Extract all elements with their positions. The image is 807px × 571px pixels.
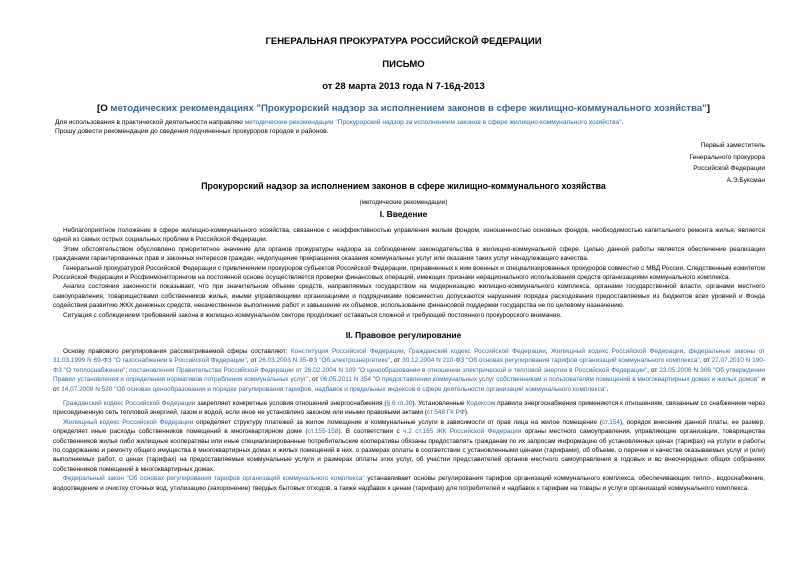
housing-code-link[interactable]: Жилищный кодекс Российской Федерации xyxy=(551,348,684,355)
resolution-306-link[interactable]: 23.05.2006 N 306 "Об утверждении Правил установления и определения нормативов потребления коммунальных услуг" xyxy=(53,366,766,384)
text: , от xyxy=(390,357,403,365)
paragraph-housing-code xyxy=(53,418,765,474)
text: , xyxy=(403,348,409,355)
text: ; xyxy=(125,366,130,374)
recommendations-subtitle: (методические рекомендации) xyxy=(359,199,448,206)
section-heading-introduction: I. Введение xyxy=(379,209,428,219)
document-date: от 28 марта 2013 года N 7-16д-2013 xyxy=(322,81,485,92)
heat-law-link[interactable]: 27.07.2010 N 190-ФЗ "О теплоснабжении" xyxy=(53,357,765,374)
civil-code-link[interactable]: Гражданский кодекс Российской Федерации xyxy=(408,348,546,355)
text: и от xyxy=(53,376,766,393)
article-154-link[interactable]: ст.154 xyxy=(602,418,620,426)
section-legal-regulation-body xyxy=(53,347,765,493)
subject-open-bracket: [О xyxy=(97,103,111,114)
issuer-heading: ГЕНЕРАЛЬНАЯ ПРОКУРАТУРА РОССИЙСКОЙ ФЕДЕРАЦИИ xyxy=(265,36,542,47)
chapter-30-link[interactable]: § 6 гл.30 xyxy=(386,400,413,408)
text: , от xyxy=(246,357,259,365)
signer-title-2: Генерального прокурора xyxy=(689,153,765,161)
constitution-link[interactable]: Конституция Российской Федерации xyxy=(290,348,404,355)
gas-law-link[interactable]: федеральные законы от 31.03.1999 N 69-ФЗ "О газоснабжении в Российской Федерации" xyxy=(53,348,765,365)
text: , xyxy=(545,348,552,355)
paragraph: Анализ состояния законности показывает, что при значительном объеме средств, направляемых государством на модернизацию жилищно-коммунального комплекса, органами государственной власти, органами местного самоуправления, товариществами собственников жилья, иными управляющими организациями и подрядчиками повсеместно допускаются нарушения порядка расходования предоставляемых из бюджетов всех уровней и Фонда содействия развитию ЖКХ денежных средств, некачественное выполнение работ и завышение их объемов, использование финансовой поддержки государства не по целевому назначению. xyxy=(53,283,765,310)
section-heading-legal-regulation: II. Правовое регулирование xyxy=(345,330,462,340)
text: , от xyxy=(699,357,712,365)
tariff-law-link[interactable]: 30.12.2004 N 210-ФЗ "Об основах регулирования тарифов организаций коммунального комплекса" xyxy=(402,357,700,365)
text: , xyxy=(683,348,689,355)
recommendations-title: Прокурорский надзор за исполнением законов в сфере жилищно-коммунального хозяйства xyxy=(201,181,606,191)
resolution-354-link[interactable]: 06.05.2011 N 354 "О предоставлении коммунальных услуг собственникам и пользователям помещений в многоквартирных домах и жилых домов" xyxy=(320,376,760,384)
articles-155-158-link[interactable]: ст.155-158 xyxy=(307,428,339,436)
paragraph: Этим обстоятельством обусловлено приоритетное значение для органов прокуратуры надзора за соблюдением законодательства в жилищно-коммунальной сфере. Целью данной работы является обеспечение реализации гражданами гарантированных прав и законных интересов граждан, недопущение прекращения оказания коммунальных услуг или оказания таких услуг ненадлежащего качества. xyxy=(53,245,765,263)
subject-link[interactable]: методических рекомендациях "Прокурорский надзор за исполнением законов в сфере жилищно-коммунального хозяйства" xyxy=(110,103,707,114)
signer-name: А.Э.Буксман xyxy=(726,176,765,184)
text: закрепляет конкретные условия отношений энергоснабжения ( xyxy=(195,400,387,408)
civil-code-link-2[interactable]: Гражданский кодекс Российской Федерации xyxy=(63,400,196,408)
text: устанавливает основы регулирования тарифов организаций коммунального комплекса, обеспечивающих тепло-, водоснабжение, водоотведение и очистку сточных вод, утилизацию (захоронение) твердых бытовых отходов, а также надбавок к ценам (тарифам) для потребителей и надбавок к тарифам на товары и услуги организаций коммунального комплекса. xyxy=(53,475,765,492)
paragraph: Генеральной прокуратурой Российской Федерации с привлечением прокуроров субъектов Российской Федерации, приравненных к ним военных и специализированных прокуроров совместно с МВД России, Следственным комитетом Российской Федерации и Росфинмониторингом на постоянной основе осуществляется проверки финансовых операций, имеющих признаки нерационального использования средств организациями коммунального комплекса. xyxy=(53,264,765,282)
code-link[interactable]: Кодексом xyxy=(466,400,496,408)
text: определяет структуру платежей за жилое помещение и коммунальные услуги в зависимости от прав лица на жилое помещение ( xyxy=(193,418,603,426)
document-subject xyxy=(0,103,807,114)
paragraph: Неблагоприятное положение в сфере жилищно-коммунального хозяйства, связанное с неэффективностью управления жилым фондом, изношенностью основных фондов, необходимостью капитального ремонта жилья, является одной из самых острых социальных проблем в Российской Федерации. xyxy=(53,227,765,244)
text: ). В соответствии с xyxy=(338,428,404,436)
signature-block xyxy=(689,140,765,186)
signer-title-1: Первый заместитель xyxy=(700,142,765,149)
document-kind: ПИСЬМО xyxy=(382,59,425,70)
paragraph-legal-basis xyxy=(53,347,765,394)
housing-code-link-2[interactable]: Жилищный кодекс Российской Федерации xyxy=(63,418,194,426)
text: органы местного самоуправления, управляющие организации, товарищества собственников жилья либо жилищные кооперативы или иные специализированные потребительские кооперативы обязаны предоставлять гражданам по их запросам информацию об установленных ценах (тарифах) на услуги и работы по содержанию и ремонту общего имущества в многоквартирных домах и жилых помещений в них, о размерах оплаты в соответствии с установленными ценами (тарифами), об объеме, о перечне и качестве оказываемых услуг и (или) выполняемых работ, о ценах (тарифах) на предоставляемые коммунальные услуги и размерах оплаты этих услуг, об участии представителей органов местного самоуправления в годовых и во внеочередных общих собраниях собственников помещений в многоквартирных домах. xyxy=(53,428,766,473)
text: , от xyxy=(647,366,660,374)
cover-letter-line xyxy=(55,118,762,127)
recommendations-link[interactable]: методические рекомендации "Прокурорский надзор за исполнением законов в сфере жилищно-коммунального хозяйства" xyxy=(244,119,622,126)
resolution-109-link[interactable]: постановления Правительства Российской Федерации от 26.02.2004 N 109 "О ценообразовании в отношении электрической и тепловой энергии в Российской Федерации" xyxy=(129,366,648,374)
signer-title-3: Российской Федерации xyxy=(693,165,765,172)
text: Основу правового регулирования рассматриваемой сферы составляют: xyxy=(63,348,291,355)
section-introduction-body xyxy=(53,226,765,320)
tariff-law-link-2[interactable]: Федеральный закон "Об основах регулирования тарифов организаций коммунального комплекса" xyxy=(63,475,365,483)
paragraph: Ситуация с соблюдением требований закона в жилищно-коммунальном секторе продолжает оставаться сложной и требующей постоянного прокурорского внимания. xyxy=(63,311,562,319)
paragraph-tariff-law xyxy=(53,474,765,493)
subject-close-bracket: ] xyxy=(706,103,710,114)
resolution-520-link[interactable]: 14.07.2008 N 520 "Об основах ценообразования и порядке регулирования тарифов, надбавок и предельных индексов в сфере деятельности организаций коммунального комплекса" xyxy=(61,385,607,393)
text: ). Установленные xyxy=(412,400,467,408)
text: ). xyxy=(464,409,469,417)
text: . xyxy=(606,385,609,393)
cover-text-end: . xyxy=(621,119,624,126)
text: ), порядок внесения данной платы, ее размер, определяет иные расходы собственников помещений в многоквартирном доме ( xyxy=(53,418,765,436)
paragraph-civil-code xyxy=(53,399,765,418)
text: правила энергоснабжения применяются к отношениям, связанным со снабжением через присоединенную сеть тепловой энергией, газом и водой, если иное не установлено законом или иными правовыми актами ( xyxy=(53,400,766,417)
article-165-link[interactable]: ч.2 ст.165 ЖК Российской Федерации xyxy=(403,428,522,436)
article-548-link[interactable]: ст.548 ГК РФ xyxy=(426,409,465,417)
cover-letter-line: Прошу довести рекомендации до сведения подчиненных прокуроров городов и районов. xyxy=(55,128,329,135)
cover-letter-text xyxy=(55,118,762,136)
cover-text: Для использования в практической деятельности направляю xyxy=(55,119,245,126)
electricity-law-link[interactable]: 26.03.2003 N 35-ФЗ "Об электроэнергетике" xyxy=(258,357,391,365)
text: , от xyxy=(308,376,321,384)
